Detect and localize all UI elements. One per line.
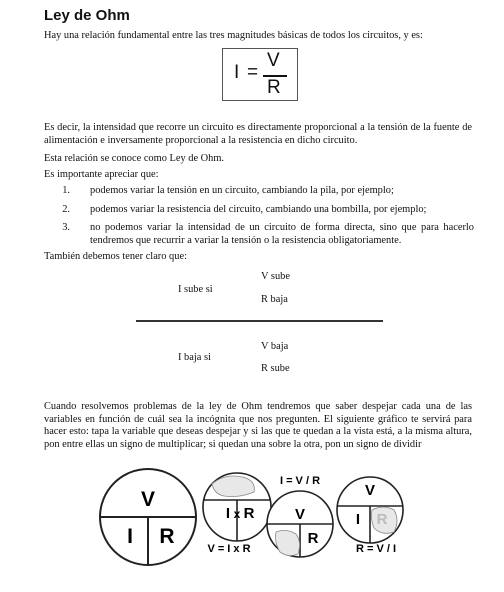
list-item [44, 222, 474, 247]
list-item [44, 204, 474, 217]
list-item-number: 2. [62, 203, 70, 215]
resistance-solve-circle [337, 477, 403, 555]
rule-current-up-label: I sube si [178, 284, 213, 295]
rules-divider [136, 320, 383, 322]
formula-voltage: V [267, 50, 280, 71]
formula-current: I [234, 62, 240, 83]
voltage-solve-circle [203, 473, 271, 555]
intro-paragraph: Hay una relación fundamental entre las tres magnitudes básicas de todos los circuitos, y es: [44, 30, 423, 41]
i-circle-resistance: R [307, 530, 319, 547]
rule-voltage-up: V sube [261, 271, 290, 282]
main-circle-voltage: V [140, 488, 156, 511]
v-circle-multiply: x [233, 507, 241, 521]
ohm-formula-box [222, 48, 298, 101]
list-item-text: podemos variar la tensión en un circuito, cambiando la pila, por ejemplo; [90, 185, 394, 196]
v-circle-current: I [225, 505, 231, 522]
explanation-paragraph: Es decir, la intensidad que recorre un circuito es directamente proporcional a la tensión de la fuente de alimentación e inversamente proporcional a la resistencia en dicho circuito. [44, 122, 472, 146]
covering-hand-icon [276, 530, 300, 555]
i-circle-voltage: V [294, 506, 306, 523]
list-item-number: 1. [62, 185, 70, 196]
rule-current-down-label: I baja si [178, 352, 211, 363]
list-item-text: podemos variar la resistencia del circuito, cambiando una bombilla, por ejemplo; [90, 203, 427, 215]
list-item-number: 3. [62, 222, 70, 233]
page-title: Ley de Ohm [44, 7, 130, 24]
important-points-list [44, 185, 474, 253]
main-ohm-circle [100, 469, 196, 565]
r-circle-current: I [355, 511, 361, 528]
v-circle-caption: V = I x R [207, 543, 251, 555]
rule-voltage-down: V baja [261, 341, 289, 352]
list-item [44, 185, 474, 198]
r-circle-voltage: V [364, 482, 376, 499]
r-circle-caption: R = V / I [355, 543, 397, 555]
formula-equals: = [247, 62, 259, 83]
law-name-paragraph: Esta relación se conoce como Ley de Ohm. [44, 153, 225, 164]
i-circle-caption: I = V / R [279, 475, 321, 487]
ohm-circle-diagram [0, 462, 504, 592]
important-note-heading: Es importante apreciar que: [44, 169, 159, 180]
rule-resistance-up: R sube [261, 363, 290, 374]
current-solve-circle [267, 475, 333, 557]
main-circle-resistance: R [159, 525, 175, 548]
main-circle-current: I [127, 525, 133, 548]
rules-heading: También debemos tener claro que: [44, 251, 187, 262]
r-circle-resistance: R [376, 511, 388, 528]
list-item-text: no podemos variar la intensidad de un circuito de forma directa, sino que para hacerlo tendremos que recurrir a variar la tensión o la resistencia obligatoriamente. [90, 222, 474, 246]
formula-resistance: R [267, 77, 281, 98]
rule-resistance-down: R baja [261, 294, 288, 305]
v-circle-resistance: R [243, 505, 255, 522]
triangle-instructions-paragraph: Cuando resolvemos problemas de la ley de Ohm tendremos que saber despejar cada una de las variables en función de cuál sea la incógnita que nos pregunten. El siguiente gráfico te servirá para hacer esto: tapa la variable que deseas despejar y si las que te quedan a la vista está, a la misma altura, pon entre ellas un signo de multiplicar; si quedan una sobre la otra, pon un signo de dividir [44, 401, 472, 450]
